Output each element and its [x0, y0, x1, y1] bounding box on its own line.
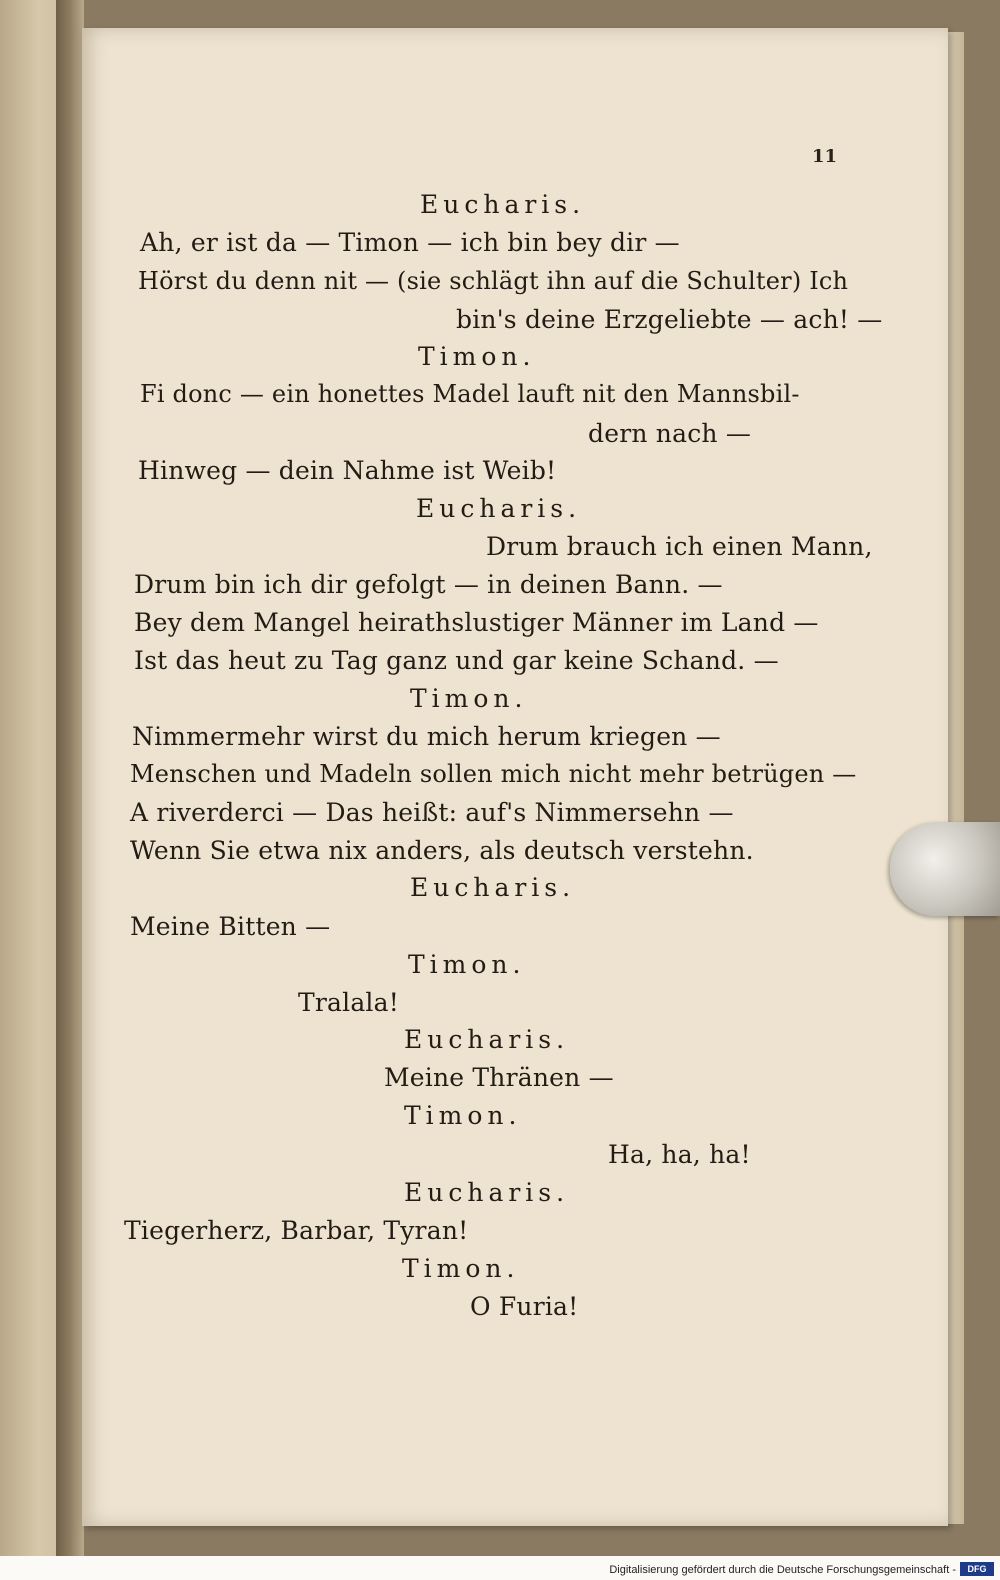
speaker-name: Timon. [404, 1101, 522, 1130]
verse-line: Hinweg — dein Nahme ist Weib! [138, 456, 557, 485]
verse-line: bin's deine Erzgeliebte — ach! — [456, 305, 883, 334]
verse-line: Nimmermehr wirst du mich herum kriegen — [132, 722, 721, 751]
book-gutter [56, 0, 84, 1580]
page-holder-clip [890, 822, 1000, 916]
speaker-name: Timon. [410, 684, 528, 713]
verse-line: O Furia! [470, 1292, 579, 1321]
verse-line: Drum bin ich dir gefolgt — in deinen Bann. — [134, 570, 723, 599]
footer-bar [0, 1556, 1000, 1580]
verse-line: A riverderci — Das heißt: auf's Nimmersehn — [130, 798, 734, 827]
speaker-name: Eucharis. [404, 1025, 570, 1054]
verse-line: Meine Bitten — [130, 912, 331, 941]
verse-line: Fi donc — ein honettes Madel lauft nit den Mannsbil- [140, 380, 800, 408]
speaker-name: Timon. [418, 342, 536, 371]
speaker-name: Eucharis. [416, 494, 582, 523]
verse-line: Ha, ha, ha! [608, 1140, 751, 1169]
verse-line: Menschen und Madeln sollen mich nicht mehr betrügen — [130, 760, 857, 788]
speaker-name: Eucharis. [404, 1178, 570, 1207]
page-stack-edge [946, 32, 964, 1524]
dfg-logo: DFG [960, 1562, 994, 1576]
speaker-name: Timon. [408, 950, 526, 979]
verse-line: Tralala! [298, 988, 399, 1017]
speaker-name: Eucharis. [410, 873, 576, 902]
verse-line: Hörst du denn nit — (sie schlägt ihn auf die Schulter) Ich [138, 267, 849, 295]
verse-line: Ah, er ist da — Timon — ich bin bey dir — [140, 228, 680, 257]
speaker-name: Eucharis. [420, 190, 586, 219]
verse-line: Wenn Sie etwa nix anders, als deutsch verstehn. [130, 836, 754, 865]
verse-line: dern nach — [588, 419, 752, 448]
speaker-name: Timon. [402, 1254, 520, 1283]
verse-line: Meine Thränen — [384, 1063, 614, 1092]
verse-line: Drum brauch ich einen Mann, [486, 532, 873, 561]
verse-line: Tiegerherz, Barbar, Tyran! [124, 1216, 469, 1245]
verse-line: Ist das heut zu Tag ganz und gar keine Schand. — [134, 646, 779, 675]
verse-line: Bey dem Mangel heirathslustiger Männer im Land — [134, 608, 819, 637]
funding-credit: Digitalisierung gefördert durch die Deutsche Forschungsgemeinschaft - [609, 1564, 956, 1576]
page-number: 11 [812, 146, 838, 167]
